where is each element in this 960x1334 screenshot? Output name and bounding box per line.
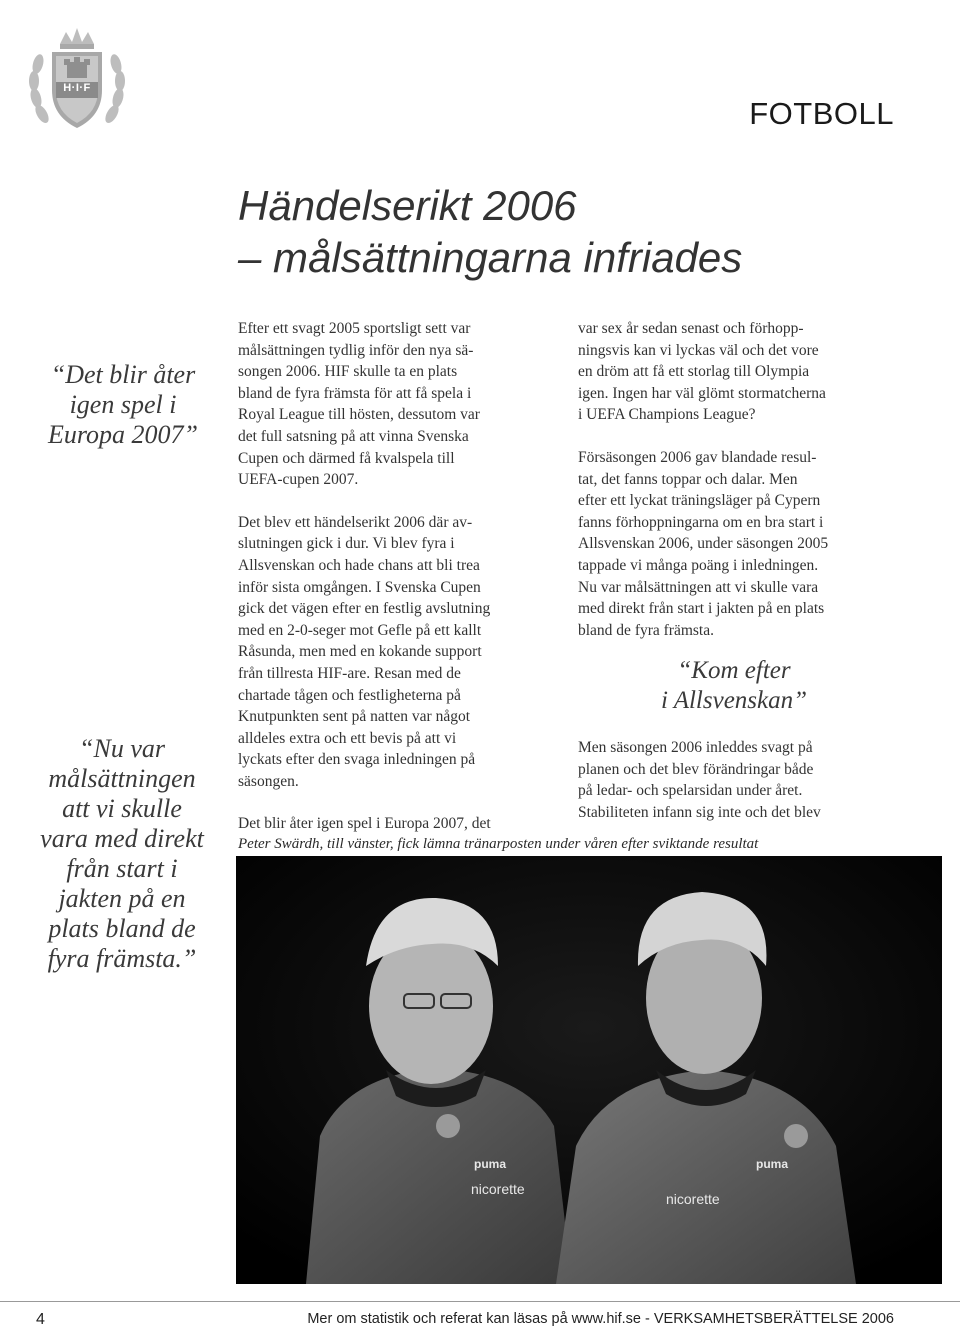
page-number: 4 xyxy=(36,1311,45,1328)
text-line: Nu var målsättningen att vi skulle vara xyxy=(578,578,819,596)
club-crest-icon xyxy=(26,24,128,136)
club-crest-logo xyxy=(26,24,128,136)
page-title xyxy=(238,180,938,284)
quote-line: “Kom efter xyxy=(677,657,791,684)
text-line: från tillresta HIF-are. Resan med de xyxy=(238,664,461,682)
text-line: Allsvenskan och hade chans att bli trea xyxy=(238,556,480,574)
coaches-photo xyxy=(236,856,942,1284)
footer-text: Mer om statistik och referat kan läsas på www.hif.se - VERKSAMHETSBERÄTTELSE 2006 xyxy=(307,1311,894,1327)
text-line: inför sista omgången. I Svenska Cupen xyxy=(238,578,481,596)
text-line: chartade tågen och festligheterna på xyxy=(238,686,461,704)
text-line: var sex år sedan senast och förhopp- xyxy=(578,320,804,337)
pull-quote-europa xyxy=(30,360,216,450)
text-line: det full satsning på att vinna Svenska xyxy=(238,427,469,445)
text-line: på ledar- och spelarsidan under året. xyxy=(578,782,803,800)
text-line: målsättningen tydlig inför den nya sä- xyxy=(238,341,474,359)
body-column-2-continued xyxy=(578,737,908,844)
text-line: planen och det blev förändringar både xyxy=(578,760,814,778)
quote-line: målsättningen xyxy=(48,764,196,793)
crest-lettering: H·I·F xyxy=(63,82,91,94)
text-line: alldeles extra och ett bevis på att vi xyxy=(238,729,457,747)
text-line: Royal League till hösten, dessutom var xyxy=(238,406,480,424)
coaches-illustration xyxy=(236,856,942,1284)
text-line: säsongen. xyxy=(238,772,299,790)
text-line: med en 2-0-seger mot Gefle på ett kallt xyxy=(238,621,482,639)
text-line: Men säsongen 2006 inleddes svagt på xyxy=(578,739,813,756)
text-line: fanns förhoppningarna om en bra start i xyxy=(578,513,824,531)
quote-line: “Nu var xyxy=(79,734,165,763)
paragraph xyxy=(238,512,558,793)
quote-line: Europa 2007” xyxy=(48,420,198,449)
text-line: Det blev ett händelserikt 2006 där av- xyxy=(238,513,473,531)
jacket-sponsor-text: nicorette xyxy=(471,1181,525,1197)
text-line: ningsvis kan vi lyckas väl och det vore xyxy=(578,341,819,359)
jacket-sponsor-text: nicorette xyxy=(666,1191,720,1207)
text-line: tat, det fanns toppar och dalar. Men xyxy=(578,470,798,488)
text-line: lyckats efter den svaga inledningen på xyxy=(238,751,476,769)
text-line: gick det vägen efter en festlig avslutning xyxy=(238,600,491,618)
text-line: Försäsongen 2006 gav blandade resul- xyxy=(578,448,817,466)
pull-quote-allsvenskan xyxy=(576,656,892,716)
section-label: FOTBOLL xyxy=(749,96,894,131)
paragraph xyxy=(578,737,908,823)
text-line: Allsvenskan 2006, under säsongen 2005 xyxy=(578,535,829,553)
title-line-1: Händelserikt 2006 xyxy=(238,182,577,229)
body-column-1 xyxy=(238,318,558,856)
footer-divider xyxy=(0,1301,960,1302)
quote-line: plats bland de xyxy=(48,914,196,943)
jacket-brand-text: puma xyxy=(756,1157,789,1171)
text-line: Råsunda, men med en kokande support xyxy=(238,643,482,661)
text-line: bland de fyra främsta. xyxy=(578,621,714,639)
quote-line: fyra främsta.” xyxy=(47,944,197,973)
text-line: med direkt från start i jakten på en plats xyxy=(578,600,825,618)
text-line: igen. Ingen har väl glömt stormatcherna xyxy=(578,384,826,402)
paragraph xyxy=(578,447,908,641)
title-line-2: – målsättningarna infriades xyxy=(238,234,743,281)
text-line: Knutpunkten sent på natten var något xyxy=(238,708,471,726)
body-column-2 xyxy=(578,318,908,662)
text-line: i UEFA Champions League? xyxy=(578,406,756,424)
text-line: efter ett lyckat träningsläger på Cypern xyxy=(578,492,821,510)
quote-line: jakten på en xyxy=(58,884,186,913)
text-line: songen 2006. HIF skulle ta en plats xyxy=(238,363,458,381)
jacket-brand-text: puma xyxy=(474,1157,507,1171)
photo-caption: Peter Swärdh, till vänster, fick lämna tränarposten under våren efter sviktande resultat xyxy=(238,836,759,852)
text-line: Stabiliteten infann sig inte och det blev xyxy=(578,803,821,821)
text-line: en dröm att få ett storlag till Olympia xyxy=(578,363,810,381)
text-line: Det blir åter igen spel i Europa 2007, det xyxy=(238,815,491,833)
text-line: Efter ett svagt 2005 sportsligt sett var xyxy=(238,320,471,337)
text-line: UEFA-cupen 2007. xyxy=(238,471,359,489)
quote-line: från start i xyxy=(66,854,178,883)
quote-line: igen spel i xyxy=(69,390,177,419)
paragraph xyxy=(238,813,558,835)
text-line: slutningen gick i dur. Vi blev fyra i xyxy=(238,535,455,553)
text-line: Cupen och därmed få kvalspela till xyxy=(238,449,455,467)
text-line: tappade vi många poäng i inledningen. xyxy=(578,556,819,574)
text-line: bland de fyra främsta för att få spela i xyxy=(238,384,472,402)
paragraph xyxy=(238,318,558,491)
paragraph xyxy=(578,318,908,426)
quote-line: vara med direkt xyxy=(40,824,204,853)
pull-quote-malsattning xyxy=(22,734,222,974)
quote-line: i Allsvenskan” xyxy=(660,687,808,714)
quote-line: “Det blir åter xyxy=(50,360,196,389)
quote-line: att vi skulle xyxy=(62,794,182,823)
